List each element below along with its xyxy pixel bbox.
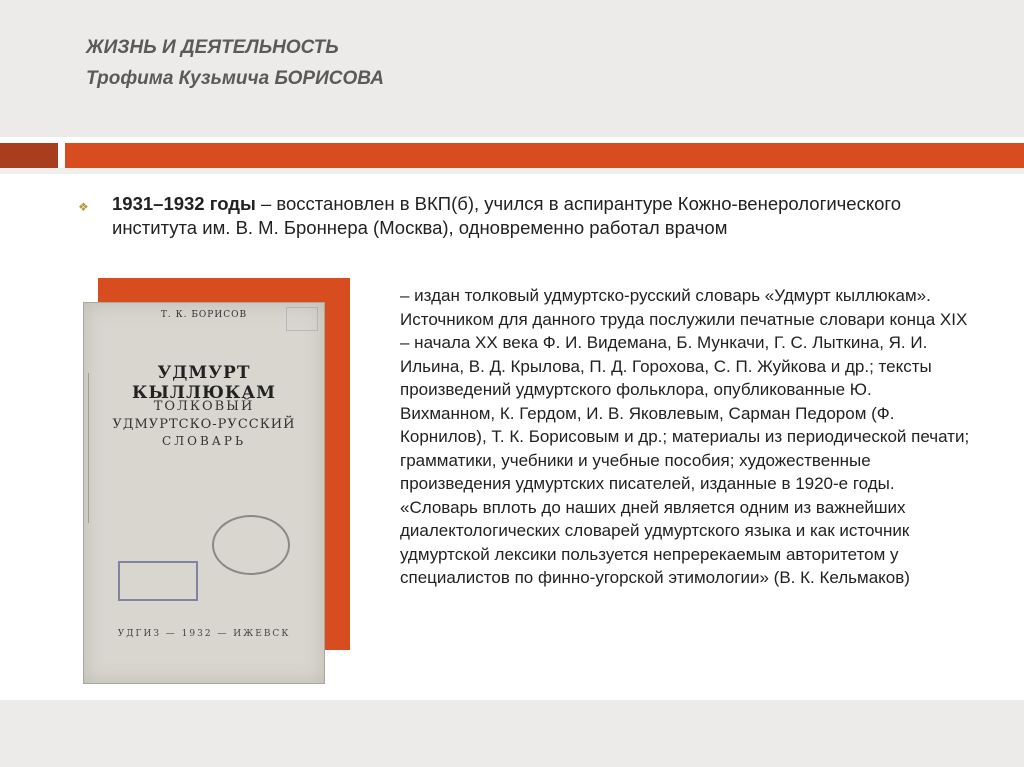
slide-title-line-1: ЖИЗНЬ И ДЕЯТЕЛЬНОСТЬ [86,37,339,58]
bullet-description: – восстановлен в ВКП(б), учился в аспирантуре Кожно-венерологического института им. В. М. Броннера (Москва), одновременно работал врачом [112,193,902,238]
description-paragraph: – издан толковый удмуртско-русский словарь «Удмурт кыллюкам». Источником для данного труда послужили печатные словари конца XIX – начала XX века Ф. И. Видемана, Б. Мункачи, Г. С. Лыткина, Я. И. Ильина, В. Д. Крылова, П. Д. Горохова, С. П. Жуйкова и др.; тексты произведений удмуртского фольклора, опубликованные Ю. Вихманном, К. Гердом, И. В. Яковлевым, Сарман Педором (Ф. Корнилов), Т. К. Борисовым и др.; материалы из периодической печати; грамматики, учебники и учебные пособия; художественные произведения удмуртских писателей, изданные в 1920-е годы. «Словарь вплоть до наших дней является одним из важнейших диалектологических словарей удмуртского языка и как источник удмуртской лексики пользуется непререкаемым авторитетом у специалистов по финно-угорской этимологии» (В. К. Кельмаков) [400,286,970,587]
book-cover-image [83,302,325,684]
bullet-years: 1931–1932 годы [112,193,256,214]
separator-strip [0,168,1024,174]
book-subtitle-2: УДМУРТСКО-РУССКИЙ [112,417,296,432]
book-subtitle-3: СЛОВАРЬ [161,434,247,448]
round-stamp [212,515,290,575]
slide-title-line-2: Трофима Кузьмича БОРИСОВА [86,68,384,89]
accent-bar-left [0,143,58,168]
footer-band [0,700,1024,767]
book-title: УДМУРТ КЫЛЛЮКАМ [132,363,276,403]
diamond-bullet-icon: ❖ [78,200,89,214]
book-subtitle-1: ТОЛКОВЫЙ [153,399,255,414]
accent-bar-right [65,143,1024,168]
book-publisher-footer: УДГИЗ — 1932 — ИЖЕВСК [117,629,291,639]
bullet-text [112,192,902,240]
book-author: Т. К. БОРИСОВ [160,310,248,320]
library-stamp [118,561,198,601]
